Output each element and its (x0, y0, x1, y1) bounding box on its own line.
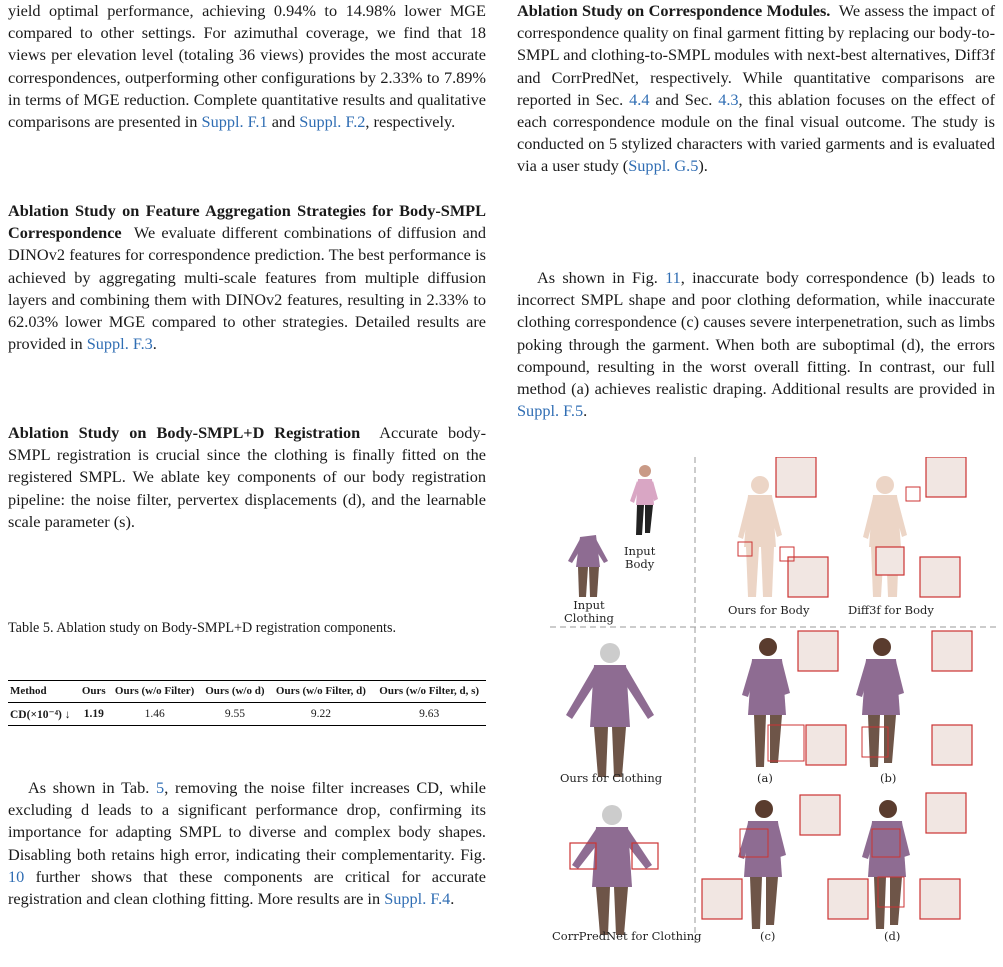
cell-value: 1.46 (144, 707, 165, 720)
fig-c-figure (702, 795, 840, 929)
table-caption: Table 5. Ablation study on Body-SMPL+D registration components. (8, 620, 397, 636)
paragraph-text: further shows that these components are critical for accurate registration and clean clothing fitting. More results are in (8, 866, 486, 909)
ablation-table (8, 680, 486, 726)
diff3f-body-figure (863, 457, 966, 597)
corrprednet-clothing-figure (570, 805, 658, 935)
label-input-body: Input Body (624, 544, 656, 571)
figure-link[interactable]: 11 (665, 268, 681, 287)
paragraph-text: As shown in Fig. (537, 268, 658, 287)
section-heading: Ablation Study on Body-SMPL+D Registration (8, 423, 361, 442)
paragraph-text: ). (698, 156, 708, 176)
header-ours-wo-filter-d: Ours (w/o Filter, d) (275, 685, 366, 697)
paragraph-text: , this ablation focuses on the effect of each correspondence module on the final visual outcome. The study is conducted on 5 stylized characters with varied garments and is evaluated via a user study ( (517, 89, 995, 176)
paragraph-text: As shown in Tab. (28, 778, 150, 797)
label-a: (a) (757, 771, 773, 785)
header-ours-wo-filter-d-s: Ours (w/o Filter, d, s) (379, 685, 480, 697)
paragraph (8, 422, 486, 533)
paragraph: Ablation Study on Feature Aggregation Strategies for Body-SMPL Correspondence We evaluate different combinations of diffusion and DINOv2 features for correspondence prediction. The best performance is achieved by aggregating multi-scale features from multiple diffusion layers and combining them with DINOv2 features, resulting in 2.33% to 62.03% lower MGE compared to other strategies. Detailed results are provided in Suppl. F.3. (8, 201, 486, 354)
paragraph-text: and (271, 112, 296, 132)
cell-value: 9.22 (310, 707, 331, 720)
fig-d-figure (828, 793, 966, 929)
ours-body-figure (738, 457, 828, 597)
header-ours-wo-filter: Ours (w/o Filter) (114, 685, 195, 697)
label-b: (b) (880, 771, 897, 785)
table-link[interactable]: 5 (156, 778, 165, 797)
label-ours-clothing: Ours for Clothing (560, 771, 663, 785)
paragraph-text: We evaluate different combinations of diffusion and DINOv2 features for correspondence prediction. The best performance is achieved by aggregating multi-scale features from multiple diffusion layers and combining them with DINOv2 features, resulting in 2.33% to 62.03% lower MGE compared to other strategies. Detailed results are provided in (8, 223, 486, 354)
section-link[interactable]: 4.3 (718, 89, 739, 109)
paragraph-text: yield optimal performance, achieving 0.94% to 14.98% lower MGE compared to other settings. For azimuthal coverage, we find that 18 views per elevation level (totaling 36 views) provides the most accurate correspondences, outperforming other configurations by 2.33% to 7.89% in terms of MGE reduction. Complete quantitative results and qualitative comparisons are presented in (8, 1, 486, 132)
suppl-link[interactable]: Suppl. F.2 (299, 112, 366, 132)
ours-clothing-figure (566, 643, 654, 777)
paragraph-text: and Sec. (655, 89, 713, 109)
label-ours-body: Ours for Body (728, 603, 810, 617)
section-link[interactable]: 4.4 (629, 89, 650, 109)
figure-canvas (550, 457, 998, 943)
paragraph: As shown in Tab. 5, removing the noise filter increases CD, while excluding d leads to a significant performance drop, confirming its importance for adapting SMPL to diverse and complex body shapes. Disabling both retains high error, indicating their complementarity. Fig. 10 further shows that these components are critical for accurate registration and clean clothing fitting. More results are in Suppl. F.4. (8, 778, 486, 909)
cell-value: 9.63 (419, 707, 440, 720)
suppl-link[interactable]: Suppl. F.1 (201, 112, 268, 132)
paragraph: As shown in Fig. 11, inaccurate body correspondence (b) leads to incorrect SMPL shape and poor clothing deformation, while inaccurate clothing correspondence (c) causes severe interpenetration, such as limbs poking through the garment. When both are suboptimal (d), the errors compound, resulting in the worst overall fitting. In contrast, our full method (a) achieves realistic draping. Additional results are provided in Suppl. F.5. (517, 268, 995, 421)
header-ours: Ours (81, 685, 106, 697)
label-corrprednet-clothing: CorrPredNet for Clothing (552, 929, 702, 943)
fig-a-figure (742, 631, 846, 767)
input-clothing-figure (568, 535, 608, 597)
label-input-clothing: Input Clothing (564, 598, 614, 625)
paragraph-text: , removing the noise filter increases CD, while excluding d leads to a significant performance drop, confirming its importance for adapting SMPL to diverse and complex body shapes. Disabling both retains high error, indicating their complementarity. Fig. (8, 778, 486, 864)
fig-b-figure (856, 631, 972, 767)
cell-value: 1.19 (83, 707, 104, 720)
paragraph-text: Accurate body-SMPL registration is crucial since the clothing is finally fitted on the registered SMPL. We ablate key components of our body registration pipeline: the noise filter, pervertex displacements (d), and the learnable scale parameter (s). (8, 423, 486, 531)
label-d: (d) (884, 929, 901, 943)
section-heading: Ablation Study on Feature Aggregation Strategies for Body-SMPL Correspondence (8, 201, 486, 243)
paragraph (517, 0, 995, 178)
label-c: (c) (760, 929, 776, 943)
suppl-link[interactable]: Suppl. F.3 (86, 334, 153, 354)
paragraph (8, 0, 486, 133)
input-body-figure (630, 465, 658, 535)
header-ours-wo-d: Ours (w/o d) (205, 685, 265, 697)
suppl-link[interactable]: Suppl. G.5 (628, 156, 699, 176)
figure-11 (550, 457, 998, 943)
suppl-link[interactable]: Suppl. F.4 (384, 889, 451, 909)
paragraph-text: We assess the impact of correspondence quality on final garment fitting by replacing our body-to-SMPL and clothing-to-SMPL modules with next-best alternatives, Diff3f and CorrPredNet, respectively. While quantitative comparisons are reported in Sec. (517, 1, 995, 109)
paragraph-text: , inaccurate body correspondence (b) leads to incorrect SMPL shape and poor clothing deformation, while inaccurate clothing correspondence (c) causes severe interpenetration, such as limbs poking through the garment. When both are suboptimal (d), the errors compound, resulting in the worst overall fitting. In contrast, our full method (a) achieves realistic draping. Additional results are provided in (517, 268, 995, 399)
table-row (8, 702, 486, 725)
row-label: CD(×10⁻⁴) ↓ (10, 708, 71, 721)
label-diff3f-body: Diff3f for Body (848, 603, 934, 617)
header-method: Method (10, 685, 47, 697)
cell-value: 9.55 (224, 707, 245, 720)
section-heading: Ablation Study on Correspondence Modules. (517, 1, 831, 20)
paragraph-text: , respectively. (365, 112, 456, 132)
table-header-row (8, 681, 486, 703)
suppl-link[interactable]: Suppl. F.5 (517, 401, 584, 421)
figure-link[interactable]: 10 (8, 866, 25, 886)
